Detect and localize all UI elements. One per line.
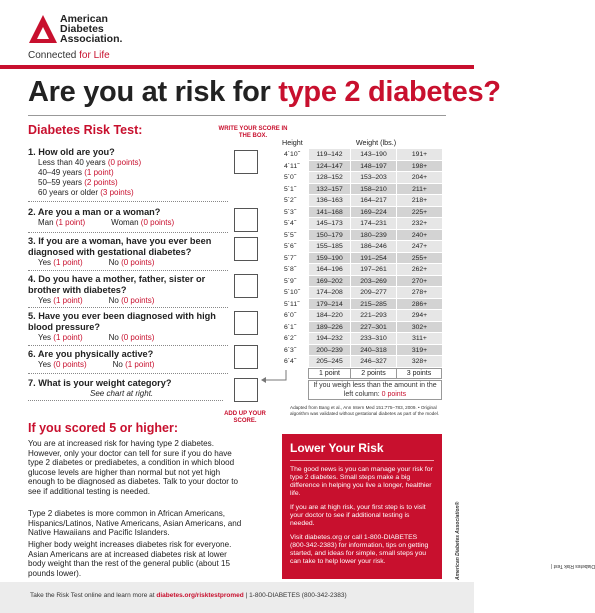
scored-paragraph-3: Higher body weight increases diabetes risk for everyone. Asian Americans are at increased diabetes risk at lower body weight than the rest of the general public (about 15 pounds lower). [28, 540, 232, 578]
weight-cell: 215–285 [350, 299, 396, 310]
weight-cell: 225+ [396, 207, 442, 218]
weight-cell: 169–202 [308, 276, 350, 287]
org-line-2: Diabetes [60, 23, 104, 35]
org-line-3: Association. [60, 33, 123, 45]
weight-cell: 262+ [396, 264, 442, 275]
height-cell: 5´7˝ [282, 253, 308, 264]
tagline-a: Connected [28, 50, 80, 61]
height-cell: 5´8˝ [284, 266, 297, 273]
score-box-5[interactable] [234, 311, 258, 335]
lower-risk-paragraph-3: Visit diabetes.org or call 1-800-DIABETES (800-342-2383) for information, tips on getting started, and ideas for simple, small steps you can take to help lower your risk. [290, 534, 429, 565]
table-row [282, 333, 442, 345]
weight-cell: 148–197 [350, 161, 396, 172]
risk-test-link[interactable]: diabetes.org/risktestpromed [156, 592, 244, 599]
weight-cell: 328+ [396, 356, 442, 367]
table-row [282, 287, 442, 299]
scored-paragraph-2: Type 2 diabetes is more common in African Americans, Hispanics/Latinos, Native Americans, Asian Americans, and Native Hawaiians and Pacific Islanders. [28, 509, 242, 538]
weight-cell: 204+ [396, 172, 442, 183]
score-box-2[interactable] [234, 208, 258, 232]
table-row [282, 345, 442, 357]
weight-cell: 174–231 [350, 218, 396, 229]
weight-cell: 174–208 [308, 287, 350, 298]
question-7 [28, 378, 224, 399]
page-title [28, 76, 501, 109]
question-4 [28, 274, 224, 306]
weight-cell: 198+ [396, 161, 442, 172]
lower-risk-paragraph-2: If you are at high risk, your first step is to visit your doctor to see if additional testing is needed. [290, 504, 426, 527]
question-5-title: 5. Have you ever been diagnosed with high blood pressure? [28, 311, 216, 332]
less-weight-note: If you weigh less than the amount in the left column: 0 points [308, 380, 442, 400]
points-row [308, 368, 442, 379]
question-3 [28, 236, 224, 268]
vertical-caption: Diabetes Risk Test | American Diabetes Association® [455, 501, 595, 580]
weight-cell: 203–269 [350, 276, 396, 287]
q3-options: Yes (1 point) No (0 points) [38, 258, 155, 267]
height-cell: 5´5˝ [282, 230, 308, 241]
question-7-title: 7. What is your weight category? [28, 378, 172, 388]
question-4-title: 4. Do you have a mother, father, sister or brother with diabetes? [28, 274, 206, 295]
weight-cell: 143–190 [350, 149, 396, 160]
q7-note: See chart at right. [90, 389, 154, 398]
table-row [282, 356, 442, 368]
org-line-1: American [60, 13, 108, 25]
divider [28, 400, 223, 401]
question-1 [28, 147, 224, 198]
weight-cell: 232+ [396, 218, 442, 229]
weight-cell: 286+ [396, 299, 442, 310]
question-1-title: 1. How old are you? [28, 147, 115, 157]
weight-cell: 209–277 [350, 287, 396, 298]
table-header [282, 138, 442, 149]
title-part-2: type 2 diabetes? [278, 76, 501, 108]
height-cell: 6´0˝ [284, 312, 297, 319]
divider [28, 373, 228, 374]
score-box-4[interactable] [234, 274, 258, 298]
weight-cell: 132–157 [308, 184, 350, 195]
table-body [282, 149, 442, 368]
question-2-title: 2. Are you a man or a woman? [28, 207, 161, 217]
table-row [282, 264, 442, 276]
height-cell: 5´11˝ [282, 299, 308, 310]
table-row [282, 241, 442, 253]
weight-cell: 294+ [396, 310, 442, 321]
weight-cell: 197–261 [350, 264, 396, 275]
lower-risk-title: Lower Your Risk [290, 441, 384, 455]
points-1: 1 point [308, 368, 350, 379]
table-row [282, 149, 442, 161]
q5-options: Yes (1 point) No (0 points) [38, 333, 155, 342]
table-row [282, 195, 442, 207]
score-box-3[interactable] [234, 237, 258, 261]
weight-cell: 158–210 [350, 184, 396, 195]
table-row [282, 161, 442, 173]
weight-cell: 179–214 [308, 299, 350, 310]
weight-table [282, 138, 442, 368]
question-6-title: 6. Are you physically active? [28, 349, 154, 359]
table-row [282, 184, 442, 196]
divider [28, 307, 228, 308]
weight-cell: 155–185 [308, 241, 350, 252]
source-note: Adapted from Bang et al., Ann Intern Med 151:775–783, 2009. • Original algorithm was validated without gestational diabetes as part of the model. [290, 405, 440, 416]
q1-option: 60 years or older (3 points) [38, 188, 134, 197]
question-2 [28, 207, 224, 228]
height-cell: 5´6˝ [284, 243, 297, 250]
weight-cell: 240–318 [350, 345, 396, 356]
risk-test-title: Diabetes Risk Test: [28, 123, 143, 137]
weight-cell: 246–327 [350, 356, 396, 367]
weight-cell: 153–203 [350, 172, 396, 183]
add-up-label: ADD UP YOUR SCORE. [224, 411, 266, 424]
height-cell: 5´3˝ [282, 207, 308, 218]
weight-cell: 124–147 [308, 161, 350, 172]
title-divider [28, 115, 446, 116]
weight-cell: 189–226 [308, 322, 350, 333]
org-name [60, 14, 122, 44]
height-cell: 4´10˝ [284, 151, 300, 158]
scored-title: If you scored 5 or higher: [28, 421, 179, 435]
height-cell: 4´11˝ [282, 161, 308, 172]
weight-cell: 311+ [396, 333, 442, 344]
footer-text: Take the Risk Test online and learn more at diabetes.org/risktestpromed | 1-800-DIABETES (800-342-2383) [30, 592, 347, 599]
weight-cell: 270+ [396, 276, 442, 287]
table-row [282, 207, 442, 219]
weight-cell: 150–179 [308, 230, 350, 241]
height-cell: 5´10˝ [284, 289, 300, 296]
divider [290, 460, 434, 461]
header [0, 0, 474, 70]
height-cell: 6´2˝ [284, 335, 297, 342]
q6-options: Yes (0 points) No (1 point) [38, 360, 155, 369]
weight-cell: 184–220 [308, 310, 350, 321]
table-row [282, 172, 442, 184]
weight-cell: 186–246 [350, 241, 396, 252]
height-cell: 6´4˝ [284, 358, 297, 365]
weight-cell: 128–152 [308, 172, 350, 183]
weight-cell: 191+ [396, 149, 442, 160]
height-cell: 5´1˝ [282, 184, 308, 195]
height-cell: 6´3˝ [282, 345, 308, 356]
triangle-logo-icon [28, 14, 58, 44]
title-part-1: Are you at risk for [28, 76, 279, 108]
weight-cell: 191–254 [350, 253, 396, 264]
score-box-6[interactable] [234, 345, 258, 369]
scored-paragraph-1: You are at increased risk for having type 2 diabetes. However, only your doctor can tell for sure if you do have type 2 diabetes or prediabetes, a condition in which blood glucose levels are higher than normal but not yet high enough to be diagnosed as diabetes. Talk to your doctor to see if additional testing is needed. [28, 439, 238, 496]
height-cell: 6´1˝ [282, 322, 308, 333]
table-row [282, 310, 442, 322]
weight-cell: 200–239 [308, 345, 350, 356]
weight-cell: 211+ [396, 184, 442, 195]
weight-cell: 319+ [396, 345, 442, 356]
weight-cell: 164–217 [350, 195, 396, 206]
weight-cell: 159–190 [308, 253, 350, 264]
weight-cell: 169–224 [350, 207, 396, 218]
table-row [282, 276, 442, 288]
weight-header: Weight (lbs.) [355, 138, 397, 147]
points-3: 3 points [396, 368, 442, 379]
table-row [282, 230, 442, 242]
lower-risk-panel [282, 434, 442, 579]
table-row [282, 218, 442, 230]
weight-cell: 302+ [396, 322, 442, 333]
q2-options: Man (1 point) Woman (0 points) [38, 218, 175, 227]
weight-cell: 218+ [396, 195, 442, 206]
height-header: Height [282, 138, 303, 147]
height-cell: 5´4˝ [284, 220, 297, 227]
tagline [28, 50, 110, 61]
height-cell: 5´9˝ [282, 276, 308, 287]
weight-cell: 233–310 [350, 333, 396, 344]
weight-cell: 194–232 [308, 333, 350, 344]
weight-cell: 145–173 [308, 218, 350, 229]
weight-cell: 180–239 [350, 230, 396, 241]
table-row [282, 253, 442, 265]
weight-cell: 255+ [396, 253, 442, 264]
height-cell: 5´0˝ [284, 174, 297, 181]
q1-option: 50–59 years (2 points) [38, 178, 118, 187]
divider [28, 345, 228, 346]
divider [28, 201, 228, 202]
header-divider [0, 65, 474, 69]
lower-risk-paragraph-1: The good news is you can manage your risk for type 2 diabetes. Small steps make a big difference in helping you live a longer, healthier life. [290, 466, 433, 497]
points-2: 2 points [350, 368, 396, 379]
arrow-icon [260, 366, 288, 386]
weight-cell: 247+ [396, 241, 442, 252]
score-box-1[interactable] [234, 150, 258, 174]
weight-cell: 164–196 [308, 264, 350, 275]
q4-options: Yes (1 point) No (0 points) [38, 296, 155, 305]
q1-option: 40–49 years (1 point) [38, 168, 114, 177]
weight-cell: 227–301 [350, 322, 396, 333]
question-5 [28, 311, 224, 343]
weight-cell: 221–293 [350, 310, 396, 321]
weight-cell: 141–168 [308, 207, 350, 218]
weight-cell: 205–245 [308, 356, 350, 367]
question-6 [28, 349, 224, 370]
table-row [282, 299, 442, 311]
tagline-b: for Life [79, 50, 110, 61]
table-row [282, 322, 442, 334]
divider [28, 232, 228, 233]
weight-cell: 240+ [396, 230, 442, 241]
weight-cell: 136–163 [308, 195, 350, 206]
weight-cell: 278+ [396, 287, 442, 298]
write-score-label: WRITE YOUR SCORE IN THE BOX. [218, 126, 288, 139]
height-cell: 5´2˝ [284, 197, 297, 204]
weight-cell: 119–142 [308, 149, 350, 160]
divider [28, 270, 228, 271]
score-box-7[interactable] [234, 378, 258, 402]
question-3-title: 3. If you are a woman, have you ever been diagnosed with gestational diabetes? [28, 236, 212, 257]
q1-option: Less than 40 years (0 points) [38, 158, 142, 167]
